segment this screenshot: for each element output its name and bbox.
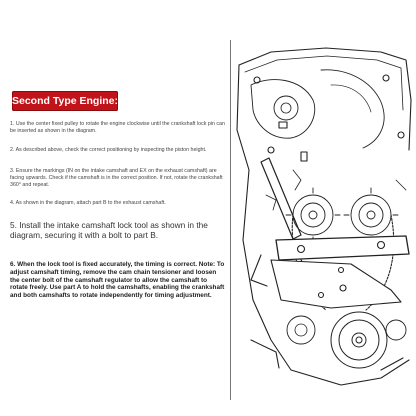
step-5-text: 5. Install the intake camshaft lock tool as shown in the diagram, securing it with a bolt to part B. (10, 220, 208, 240)
step-3-text: 3. Ensure the markings (IN on the intake camshaft and EX on the exhaust camshaft) are facing upwards. Check if the camshaft is in the correct position. If not, rotate the crankshaft 360° and repeat. (10, 168, 223, 189)
step-6-text: 6. When the lock tool is fixed accurately, the timing is correct. Note: To adjust camshaft timing, remove the cam chain tensioner and loosen the center bolt of the camshaft regulator to allow the camshaft to rotate freely. Use part A to hold the camshafts, enabling the crankshaft and both camshafts to rotate independently for timing adjustment. (10, 261, 225, 300)
step-2-text: 2. As described above, check the correct positioning by inspecting the piston height. (10, 147, 207, 153)
engine-type-badge: Second Type Engine: (12, 91, 118, 111)
step-4-text: 4. As shown in the diagram, attach part B to the exhaust camshaft. (10, 200, 166, 206)
step-1-text: 1. Use the center fixed pulley to rotate the engine clockwise until the crankshaft lock pin can be inserted as shown in the diagram. (10, 121, 225, 135)
engine-timing-diagram (231, 40, 416, 400)
